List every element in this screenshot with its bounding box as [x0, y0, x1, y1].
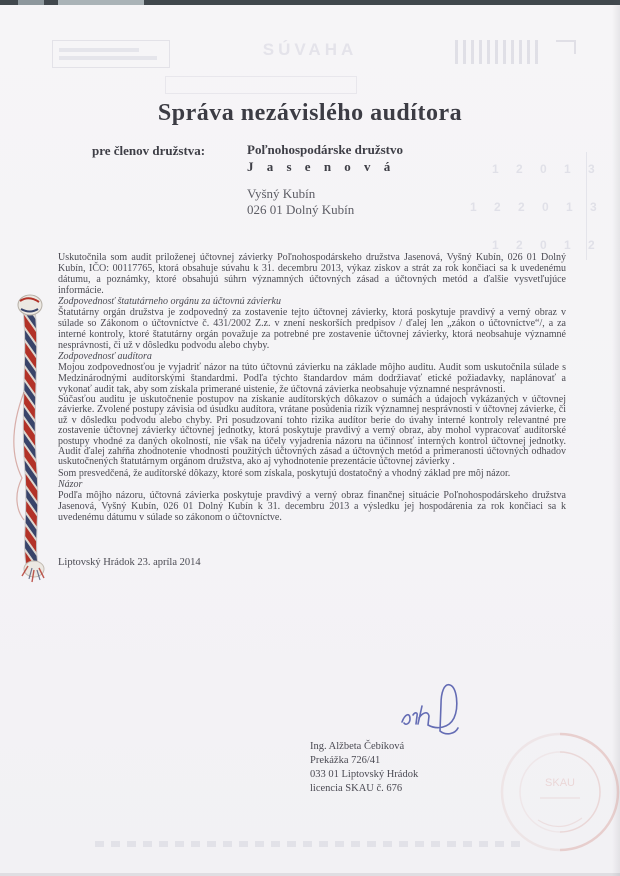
auditor-responsibility-paragraph-2: Súčasťou auditu je uskutočnenie postupov na získanie audítorských dôkazov o sumách a údajoch vykázaných v účtovnej závierke. Zvolené postupy závisia od úsudku audítora, vrátane posúdenia rizík významnej nesprávnosti v účtovnej závierke, či už v dôsledku podvodu alebo chyby. Pri posudzovaní tohto rizika audítor berie do úvahy interné kontroly relevantné pre zostavenie účtovnej závierky účtovnej jednotky, ktorá poskytuje pravdivý a verný obraz, aby mohol vypracovať audítorské postupy vhodné za daných okolností, nie však na účely vyjadrenia názoru na účinnosť interných kontrol účtovnej jednotky. Audit ďalej zahŕňa zhodnotenie vhodnosti použitých účtovných zásad a účtovných metód a primeranosti účtovných odhadov uskutočnených štatutárnym orgánom družstva, ako aj vyhodnotenie prezentácie účtovnej závierky .	[58, 394, 566, 468]
bleedthrough-box	[165, 76, 357, 94]
paragraph-flow	[58, 252, 566, 568]
document-title: Správa nezávislého audítora	[157, 100, 463, 126]
bleedthrough-line	[59, 56, 157, 60]
section-heading-statutory-responsibility: Zodpovednosť štatutárneho orgánu za účtovnú závierku	[58, 296, 281, 307]
embossed-round-stamp	[480, 712, 620, 872]
bleedthrough-digits: 1 2 2 0 1 3	[470, 200, 604, 214]
opinion-paragraph: Podľa môjho názoru, účtovná závierka poskytuje pravdivý a verný obraz finančnej situácie Poľnohospodárskeho družstva Jasenová, Vyšný Kubín, 026 01 Dolný Kubín k 31. decembru 2013 a výsledku jej hospodárenia za rok končiaci sa k uvedenému dátumu v súlade so zákonom o účtovníctve.	[58, 489, 566, 523]
intro-paragraph: Uskutočnila som audit priloženej účtovnej závierky Poľnohospodárskeho družstva Jasenová, Vyšný Kubín, 026 01 Dolný Kubín, IČO: 00117765, ktorá obsahuje súvahu k 31. decembru 2013, výkaz ziskov a strát za rok končiaci sa k uvedenému dátumu, a poznámky, ktoré obsahujú súhrn významných účtovných zásad a účtovných metód a ďalšie vysvetľujúce informácie.	[58, 252, 566, 296]
signer-identity-block	[310, 740, 418, 796]
stamp-text: SKAU	[545, 777, 575, 789]
statutory-responsibility-paragraph: Štatutárny orgán družstva je zodpovedný za zostavenie tejto účtovnej závierky, ktorá poskytuje pravdivý a verný obraz v súlade so Zákonom o účtovníctve č. 431/2002 Z.z. v znení neskorších predpisov / ďalej len „zákon o účtovníctve“/, a za interné kontroly, ktoré štatutárny orgán považuje za potrebné pre zostavenie účtovnej závierky, ktorá neobsahuje významné nesprávnosti, či už v dôsledku podvodu alebo chyby.	[58, 307, 566, 351]
section-heading-auditor-responsibility: Zodpovednosť audítora	[58, 351, 152, 362]
addressee-label: pre členov družstva:	[92, 143, 206, 158]
signer-street: Prekážka 726/41	[310, 755, 381, 766]
section-heading-opinion: Názor	[58, 478, 83, 490]
cord-body	[29, 310, 32, 564]
auditor-responsibility-paragraph-3: Som presvedčená, že audítorské dôkazy, ktoré som získala, poskytujú dostatočný a vhodný základ pre môj názor.	[58, 467, 511, 479]
bleedthrough-suvaha-text: SÚVAHA	[262, 40, 358, 59]
signer-license: licencia SKAU č. 676	[310, 783, 403, 794]
scanner-edge-gap	[18, 0, 44, 5]
addressee-name-line1: Poľnohospodárske družstvo	[247, 142, 403, 157]
addressee-name	[247, 141, 403, 175]
auditor-responsibility-paragraph-1: Mojou zodpovednosťou je vyjadriť názor na túto účtovnú závierku na základe môjho auditu. Audit som uskutočnila súlade s Medzinárodnými audítorskými štandardmi. Podľa týchto štandardov mám dodržiavať etické požiadavky, naplánovať a vykonať audit tak, aby som získala primerané uistenie, že účtovná závierka neobsahuje významné nesprávnosti.	[58, 362, 566, 395]
bleedthrough-barcode	[455, 40, 543, 64]
signer-name: Ing. Alžbeta Čebíková	[310, 741, 405, 752]
bleedthrough-digits: 1 2 0 1 3	[492, 162, 602, 176]
addressee-address	[247, 186, 354, 218]
bleedthrough-text-row	[95, 841, 525, 847]
bleedthrough-line	[59, 48, 139, 52]
place-and-date-line: Liptovský Hrádok 23. apríla 2014	[58, 556, 201, 568]
bleedthrough-rule	[586, 152, 587, 260]
handwritten-signature	[396, 664, 472, 742]
bleedthrough-digits: 1 2 0 1 2	[492, 238, 602, 252]
stray-thread	[14, 392, 24, 520]
addressee-city: Vyšný Kubín	[247, 186, 316, 201]
scanner-edge-gap	[58, 0, 144, 5]
bleedthrough-box	[52, 40, 170, 68]
scanner-edge-top	[0, 0, 620, 5]
binding-cord	[8, 292, 62, 592]
addressee-name-line2: J a s e n o v á	[247, 159, 396, 174]
bleedthrough-corner-mark	[556, 40, 576, 54]
addressee-postal: 026 01 Dolný Kubín	[247, 202, 355, 217]
signer-city: 033 01 Liptovský Hrádok	[310, 769, 419, 780]
